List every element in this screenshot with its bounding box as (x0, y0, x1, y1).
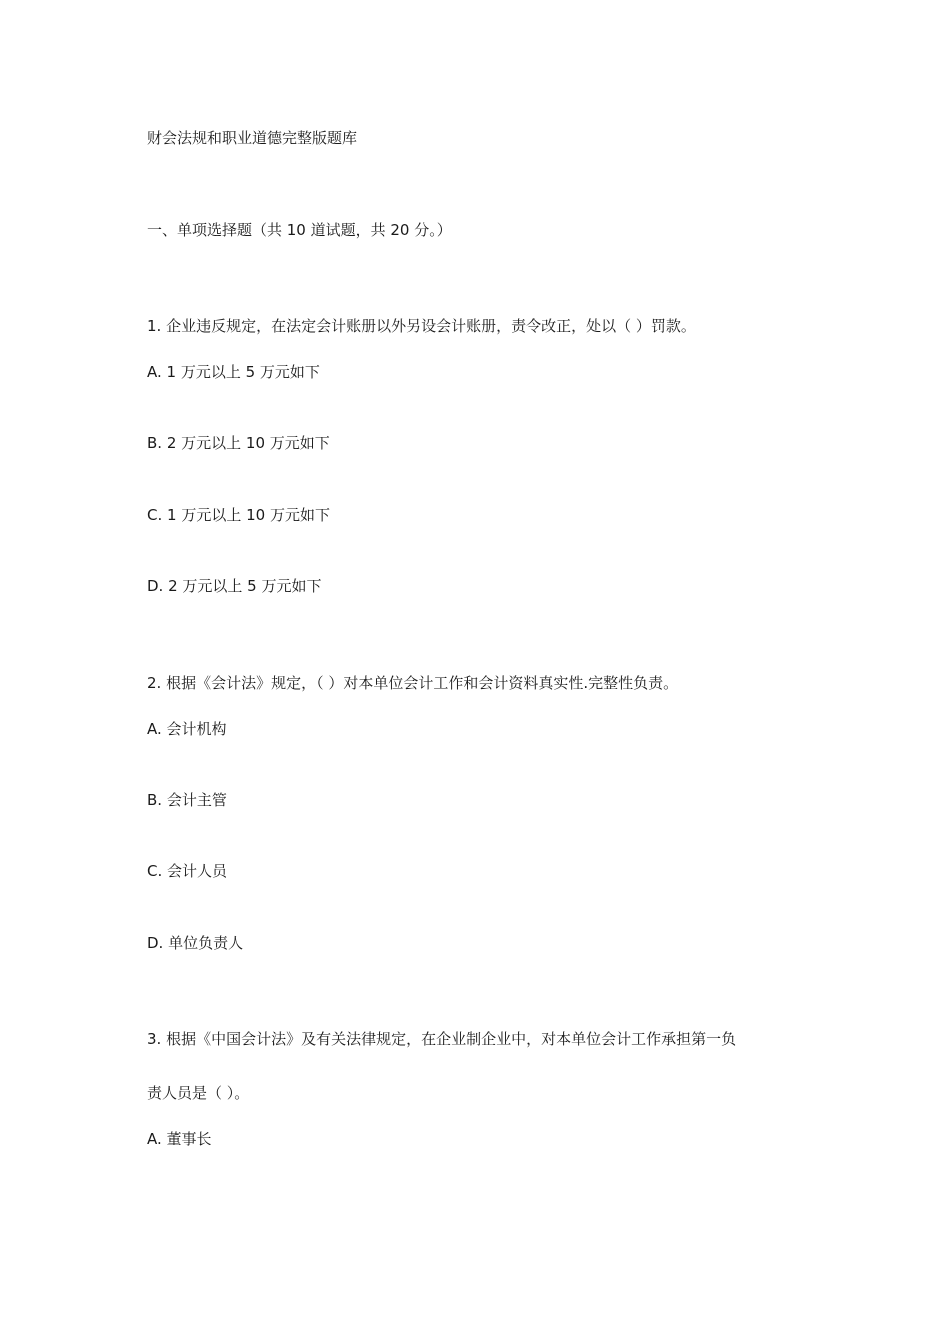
question-3-stem-line-1: 3. 根据《中国会计法》及有关法律规定，在企业制企业中，对本单位会计工作承担第一负 (147, 1030, 737, 1048)
question-1-option-d: D. 2 万元以上 5 万元如下 (147, 577, 322, 595)
question-3-stem-line-2: 责人员是（ ）。 (147, 1084, 250, 1102)
question-2-option-a: A. 会计机构 (147, 720, 227, 738)
document-title: 财会法规和职业道德完整版题库 (147, 129, 358, 147)
question-1-option-a: A. 1 万元以上 5 万元如下 (147, 363, 320, 381)
question-2-stem: 2. 根据《会计法》规定，（ ）对本单位会计工作和会计资料真实性.完整性负责。 (147, 674, 679, 692)
question-2-option-b: B. 会计主管 (147, 791, 227, 809)
question-2-option-c: C. 会计人员 (147, 862, 228, 880)
question-1-option-c: C. 1 万元以上 10 万元如下 (147, 506, 330, 524)
question-3-option-a: A. 董事长 (147, 1130, 212, 1148)
question-2-option-d: D. 单位负责人 (147, 934, 244, 952)
question-1-stem: 1. 企业违反规定，在法定会计账册以外另设会计账册，责令改正，处以（ ）罚款。 (147, 317, 696, 335)
question-1-option-b: B. 2 万元以上 10 万元如下 (147, 434, 330, 452)
section-heading: 一、单项选择题（共 10 道试题，共 20 分。） (147, 221, 452, 239)
